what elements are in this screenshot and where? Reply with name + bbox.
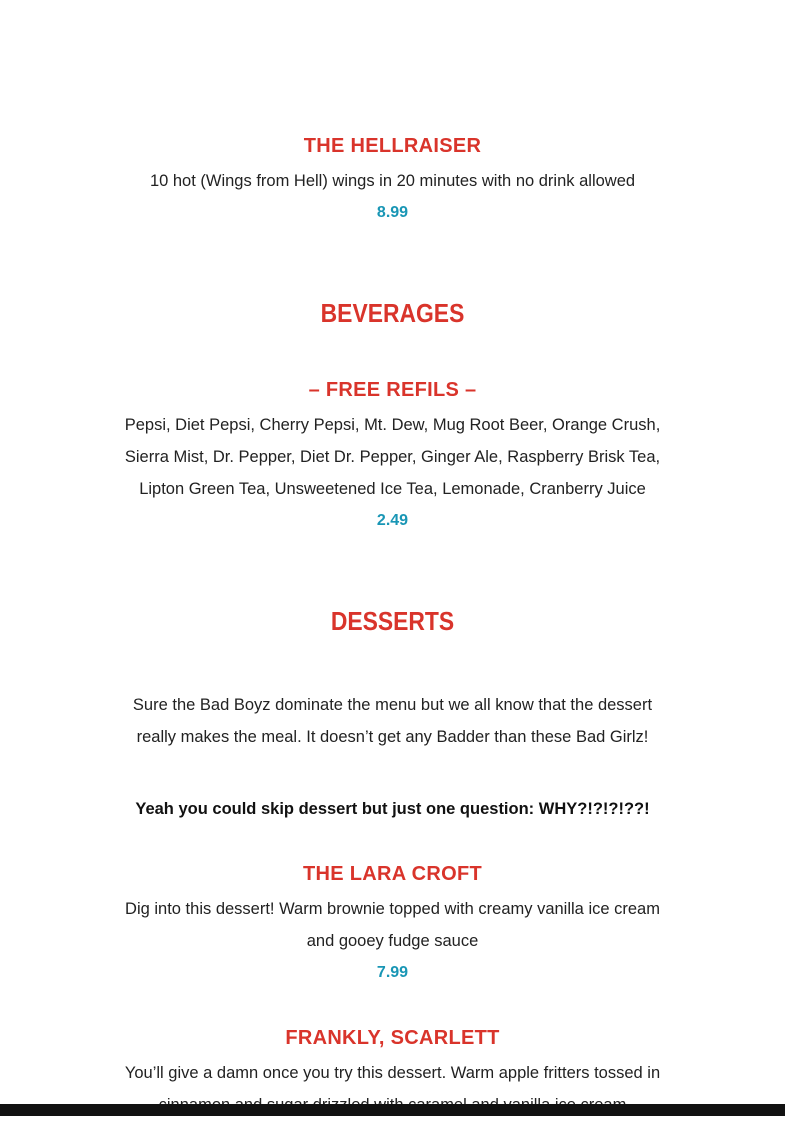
lara-croft-description	[0, 893, 785, 957]
free-refils-line: Sierra Mist, Dr. Pepper, Diet Dr. Pepper, Ginger Ale, Raspberry Brisk Tea,	[124, 448, 661, 466]
desserts-intro-line: really makes the meal. It doesn’t get any Badder than these Bad Girlz!	[136, 728, 649, 746]
hellraiser-description: 10 hot (Wings from Hell) wings in 20 minutes with no drink allowed	[149, 172, 636, 190]
desserts-question: Yeah you could skip dessert but just one question: WHY?!?!?!??!	[135, 800, 650, 818]
beverages-heading: BEVERAGES	[320, 298, 465, 328]
bottom-bar	[0, 1104, 785, 1116]
frankly-scarlett-clip	[0, 1060, 785, 1104]
lara-croft-price: 7.99	[376, 964, 409, 981]
frankly-scarlett-line: You’ll give a damn once you try this dessert. Warm apple fritters tossed in	[124, 1064, 661, 1082]
free-refils-title: – FREE REFILS –	[308, 379, 477, 401]
frankly-scarlett-title: FRANKLY, SCARLETT	[285, 1027, 500, 1049]
free-refils-price: 2.49	[376, 512, 409, 529]
lara-croft-title: THE LARA CROFT	[303, 863, 482, 885]
free-refils-line: Pepsi, Diet Pepsi, Cherry Pepsi, Mt. Dew, Mug Root Beer, Orange Crush,	[124, 416, 661, 434]
hellraiser-title: THE HELLRAISER	[303, 135, 482, 157]
free-refils-description	[0, 409, 785, 505]
lara-croft-line: and gooey fudge sauce	[306, 932, 479, 950]
desserts-heading: DESSERTS	[330, 606, 455, 636]
lara-croft-line: Dig into this dessert! Warm brownie topped with creamy vanilla ice cream	[125, 900, 660, 918]
hellraiser-price: 8.99	[376, 204, 409, 221]
free-refils-line: Lipton Green Tea, Unsweetened Ice Tea, Lemonade, Cranberry Juice	[139, 480, 646, 498]
desserts-intro	[0, 689, 785, 753]
desserts-intro-line: Sure the Bad Boyz dominate the menu but we all know that the dessert	[132, 696, 653, 714]
